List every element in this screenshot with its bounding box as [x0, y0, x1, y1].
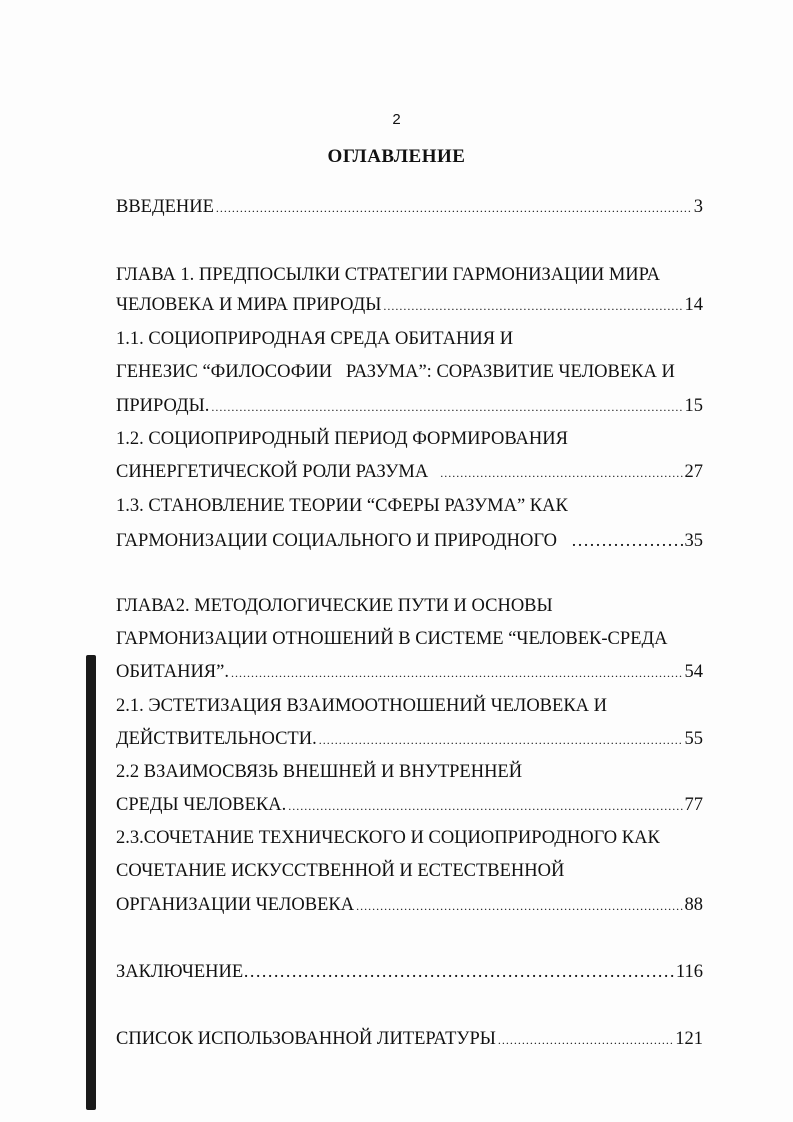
toc-section-1-3-line2 [116, 527, 703, 553]
toc-entry-page: 77 [684, 795, 703, 815]
toc-section-1-2-line1: 1.2. СОЦИОПРИРОДНЫЙ ПЕРИОД ФОРМИРОВАНИЯ [116, 429, 568, 449]
toc-entry-page: 14 [684, 295, 703, 315]
toc-section-1-1-line2: ГЕНЕЗИС “ФИЛОСОФИИ РАЗУМА”: СОРАЗВИТИЕ ЧЕЛОВЕКА И [116, 362, 675, 382]
toc-chapter2-line2: ГАРМОНИЗАЦИИ ОТНОШЕНИЙ В СИСТЕМЕ “ЧЕЛОВЕК-СРЕДА [116, 629, 668, 649]
toc-section-1-2-line2 [116, 459, 703, 485]
toc-entry-text: ПРИРОДЫ. [116, 396, 210, 416]
scan-edge-shadow [86, 655, 96, 1110]
toc-section-1-1-line3 [116, 393, 703, 419]
leader-dots [243, 958, 676, 984]
leader-dots [498, 1027, 673, 1053]
toc-entry-text: ЗАКЛЮЧЕНИЕ [116, 962, 244, 982]
toc-title: ОГЛАВЛЕНИЕ [327, 146, 466, 167]
toc-chapter1-line2 [116, 292, 703, 318]
leader-dots [571, 527, 683, 553]
page-number: 2 [392, 111, 401, 128]
toc-entry-text: СИНЕРГЕТИЧЕСКОЙ РОЛИ РАЗУМА [116, 462, 429, 482]
toc-entry-intro [116, 194, 703, 220]
toc-entry-text: СРЕДЫ ЧЕЛОВЕКА. [116, 795, 287, 815]
toc-entry-page: 55 [684, 729, 703, 749]
toc-entry-page: 35 [684, 531, 703, 551]
toc-entry-page: 3 [693, 197, 703, 217]
toc-section-2-3-line3 [116, 892, 703, 918]
toc-chapter1-line1: ГЛАВА 1. ПРЕДПОСЫЛКИ СТРАТЕГИИ ГАРМОНИЗАЦИИ МИРА [116, 265, 660, 285]
toc-section-2-1-line1: 2.1. ЭСТЕТИЗАЦИЯ ВЗАИМООТНОШЕНИЙ ЧЕЛОВЕКА И [116, 696, 607, 716]
toc-section-2-1-line2 [116, 726, 703, 752]
toc-section-1-1-line1: 1.1. СОЦИОПРИРОДНАЯ СРЕДА ОБИТАНИЯ И [116, 329, 514, 349]
leader-dots [231, 660, 683, 686]
leader-dots [216, 195, 692, 221]
toc-entry-text: ДЕЙСТВИТЕЛЬНОСТИ. [116, 729, 317, 749]
toc-section-2-2-line2 [116, 792, 703, 818]
toc-section-2-2-line1: 2.2 ВЗАИМОСВЯЗЬ ВНЕШНЕЙ И ВНУТРЕННЕЙ [116, 762, 523, 782]
toc-entry-text: СПИСОК ИСПОЛЬЗОВАННОЙ ЛИТЕРАТУРЫ [116, 1029, 496, 1049]
toc-section-2-3-line2: СОЧЕТАНИЕ ИСКУССТВЕННОЙ И ЕСТЕСТВЕННОЙ [116, 861, 565, 881]
toc-entry-text: ГАРМОНИЗАЦИИ СОЦИАЛЬНОГО И ПРИРОДНОГО [116, 531, 557, 551]
toc-section-2-3-line1: 2.3.СОЧЕТАНИЕ ТЕХНИЧЕСКОГО И СОЦИОПРИРОДНОГО КАК [116, 828, 660, 848]
toc-entry-conclusion [116, 958, 703, 984]
toc-entry-page: 15 [684, 396, 703, 416]
leader-dots [319, 727, 683, 753]
toc-chapter2-line3 [116, 659, 703, 685]
leader-dots [440, 460, 682, 486]
toc-entry-text: ВВЕДЕНИЕ [116, 197, 214, 217]
toc-entry-page: 27 [684, 462, 703, 482]
toc-entry-page: 116 [675, 962, 703, 982]
toc-section-1-3-line1: 1.3. СТАНОВЛЕНИЕ ТЕОРИИ “СФЕРЫ РАЗУМА” КАК [116, 496, 568, 516]
leader-dots [288, 793, 682, 819]
toc-entry-page: 54 [684, 662, 703, 682]
leader-dots [383, 293, 682, 319]
leader-dots [356, 893, 682, 919]
toc-entry-text: ОРГАНИЗАЦИИ ЧЕЛОВЕКА [116, 895, 355, 915]
toc-entry-bibliography [116, 1026, 703, 1052]
toc-chapter2-line1: ГЛАВА2. МЕТОДОЛОГИЧЕСКИЕ ПУТИ И ОСНОВЫ [116, 596, 553, 616]
toc-entry-page: 121 [675, 1029, 703, 1049]
toc-entry-page: 88 [684, 895, 703, 915]
toc-entry-text: ЧЕЛОВЕКА И МИРА ПРИРОДЫ [116, 295, 382, 315]
leader-dots [211, 394, 682, 420]
toc-entry-text: ОБИТАНИЯ”. [116, 662, 229, 682]
